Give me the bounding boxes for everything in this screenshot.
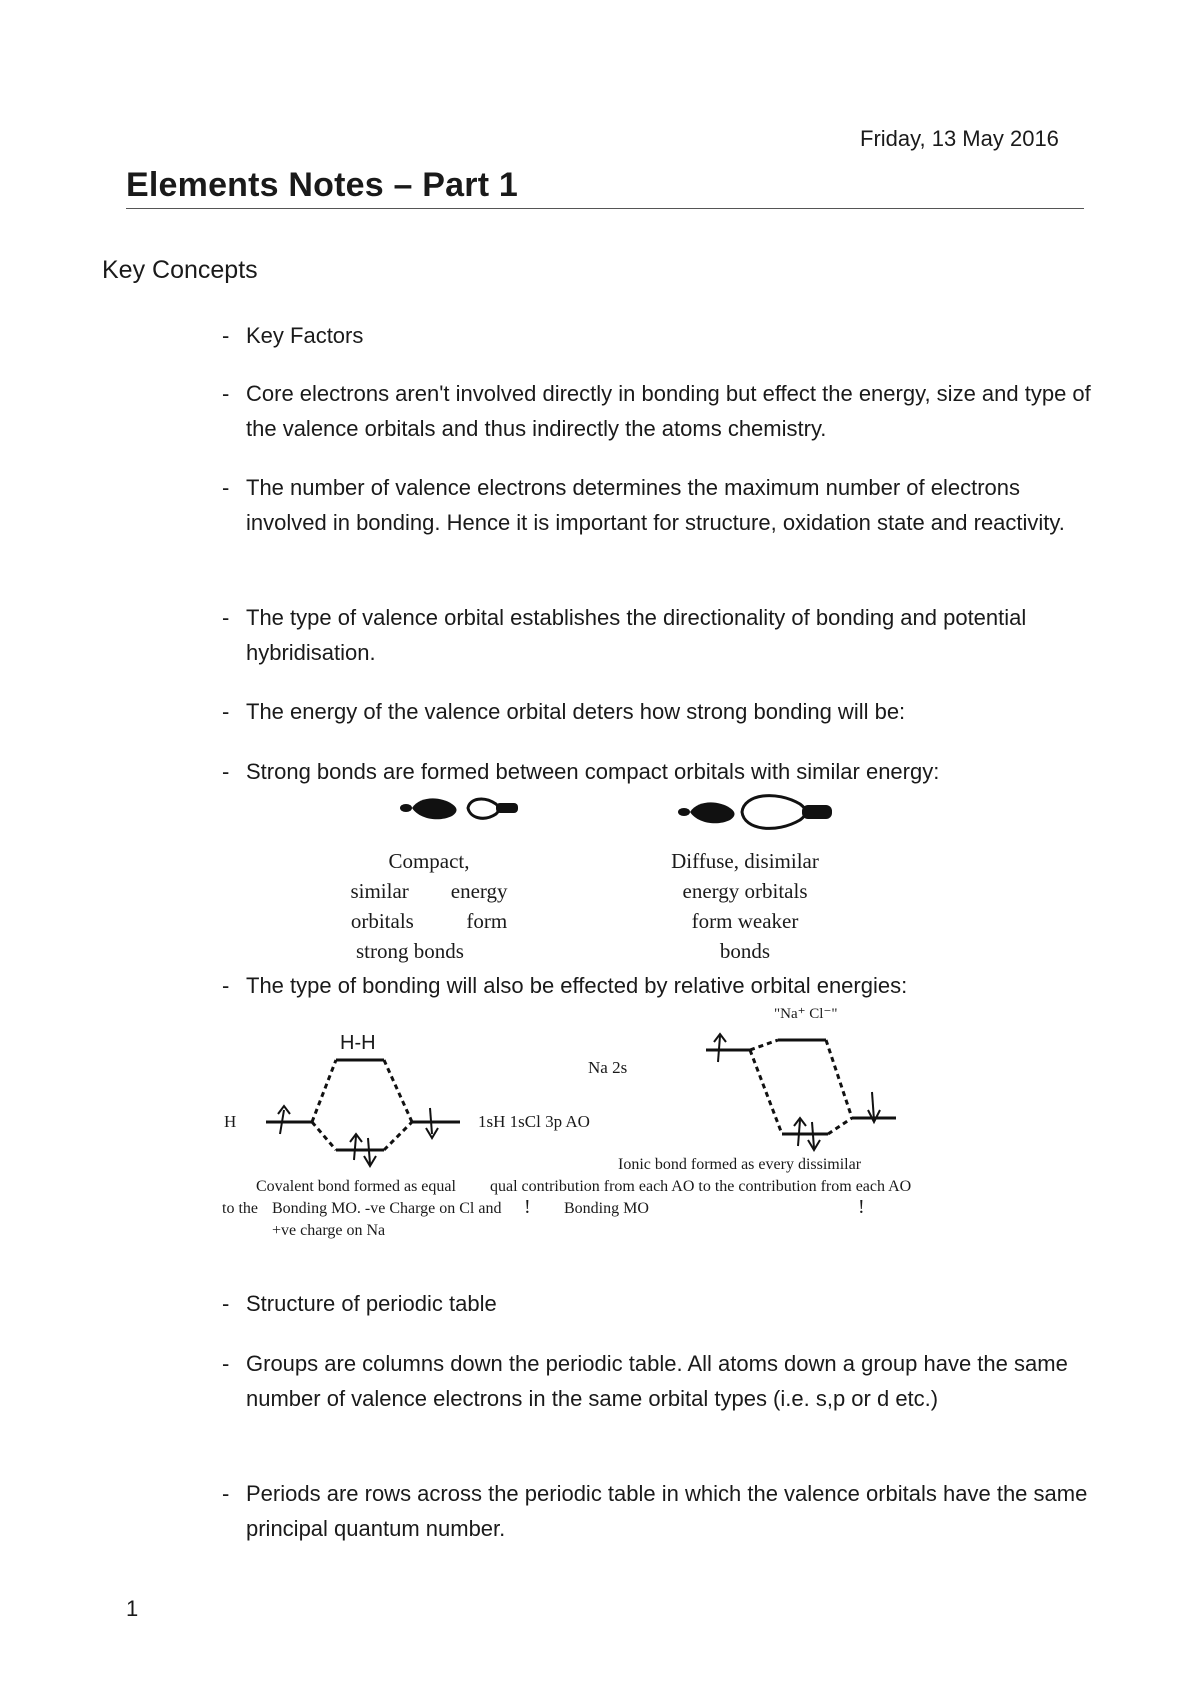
caption-line: Compact,: [388, 849, 470, 873]
bullet-text: The energy of the valence orbital deters how strong bonding will be:: [246, 699, 906, 724]
ionic-mo-diagram: [706, 1034, 896, 1150]
h-label: H: [224, 1112, 237, 1131]
na2s-label: Na 2s: [588, 1058, 628, 1077]
caption-line: energy orbitals: [682, 879, 808, 903]
bullet-dash: -: [222, 323, 230, 348]
page-title: Elements Notes – Part 1: [126, 166, 518, 204]
bullet-dash: -: [222, 381, 230, 406]
page-number: 1: [126, 1596, 139, 1621]
bullet-text: Strong bonds are formed between compact orbitals with similar energy:: [246, 759, 940, 784]
ionic-caption: Ionic bond formed as every dissimilar: [618, 1156, 862, 1173]
exclamation-mark: !: [524, 1196, 531, 1218]
bullet-dash: -: [222, 759, 230, 784]
caption-line: orbitals form: [350, 909, 508, 933]
covalent-caption-1b: qual contribution from each AO to the contribution from each AO: [490, 1178, 912, 1195]
covalent-caption-1: Covalent bond formed as equal: [256, 1178, 456, 1195]
bullet-dash: -: [222, 1291, 230, 1316]
bullet-dash: -: [222, 605, 230, 630]
hh-label: H-H: [340, 1032, 376, 1054]
bullet-text: The type of valence orbital establishes the directionality of bonding and potential hybridisation.: [246, 605, 1027, 665]
nacl-label: "Na⁺ Cl⁻": [774, 1006, 838, 1022]
bullet-text: Core electrons aren't involved directly in bonding but effect the energy, size and type of the valence orbitals and thus indirectly the atoms chemistry.: [246, 381, 1091, 441]
caption-line: form weaker: [691, 909, 799, 933]
bullet-text: Groups are columns down the periodic table. All atoms down a group have the same number of valence electrons in the same orbital types (i.e. s,p or d etc.): [246, 1351, 1068, 1411]
bullet-dash: -: [222, 1481, 230, 1506]
bullet-dash: -: [222, 973, 230, 998]
caption-line: strong bonds: [356, 939, 464, 963]
caption-line: bonds: [719, 939, 771, 963]
bullet-text: Key Factors: [246, 323, 364, 348]
section-heading: Key Concepts: [102, 256, 258, 284]
exclamation-mark: !: [858, 1196, 865, 1218]
bullet-dash: -: [222, 475, 230, 500]
bullet-text: Periods are rows across the periodic table in which the valence orbitals have the same principal quantum number.: [246, 1481, 1088, 1541]
covalent-caption-3: +ve charge on Na: [272, 1222, 386, 1239]
covalent-caption-2: Bonding MO. -ve Charge on Cl and: [272, 1200, 502, 1217]
bullet-dash: -: [222, 699, 230, 724]
caption-line: Diffuse, disimilar: [671, 849, 819, 873]
document-date: Friday, 13 May 2016: [860, 126, 1059, 151]
to-the-label: to the: [222, 1200, 258, 1217]
bullet-text: The number of valence electrons determines the maximum number of electrons involved in bonding. Hence it is important for structure, oxidation state and reactivity.: [246, 475, 1065, 535]
bullet-text: The type of bonding will also be effected by relative orbital energies:: [246, 973, 908, 998]
ao-label: 1sH 1sCl 3p AO: [478, 1112, 590, 1131]
bullet-dash: -: [222, 1351, 230, 1376]
bullet-text: Structure of periodic table: [246, 1291, 497, 1316]
covalent-mo-diagram: [266, 1060, 460, 1166]
caption-line: similar energy: [350, 879, 508, 903]
bonding-mo-label: Bonding MO: [564, 1200, 649, 1217]
